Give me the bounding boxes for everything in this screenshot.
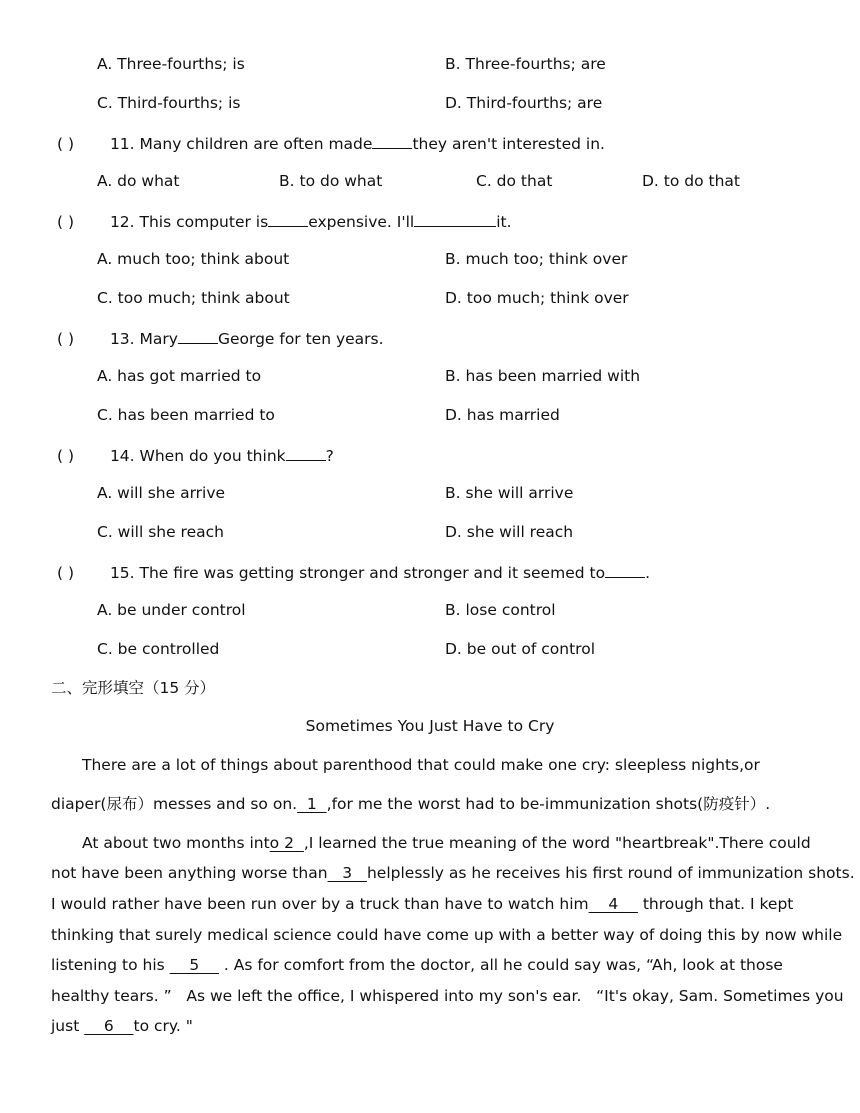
q12-option-d: D. too much; think over bbox=[445, 289, 629, 307]
q15-option-d: D. be out of control bbox=[445, 640, 595, 658]
q14-option-c: C. will she reach bbox=[97, 523, 224, 541]
q11-option-c: C. do that bbox=[476, 172, 553, 190]
passage-line bbox=[51, 894, 793, 914]
q14-option-a: A. will she arrive bbox=[97, 484, 226, 502]
question-stem: 12. This computer is bbox=[109, 213, 269, 231]
q11-option-b: B. to do what bbox=[279, 172, 383, 190]
answer-blank bbox=[286, 444, 326, 461]
q14-option-d: D. she will reach bbox=[445, 523, 574, 541]
q11-option-d: D. to do that bbox=[642, 172, 741, 190]
passage-line bbox=[51, 863, 855, 883]
question-stem: ? bbox=[325, 447, 334, 465]
passage-text: just bbox=[51, 1017, 85, 1035]
q15-option-a: A. be under control bbox=[97, 601, 246, 619]
q11-option-a: A. do what bbox=[97, 172, 180, 190]
question-stem: George for ten years. bbox=[217, 330, 384, 348]
passage-text: to cry. " bbox=[133, 1017, 193, 1035]
passage-line: thinking that surely medical science could have come up with a better way of doing this by now while bbox=[51, 926, 843, 944]
answer-blank bbox=[268, 210, 308, 227]
q15-option-b: B. lose control bbox=[445, 601, 556, 619]
passage-text: diaper(尿布）messes and so on. bbox=[51, 795, 298, 813]
question-11 bbox=[57, 132, 605, 154]
answer-paren: ( ) bbox=[57, 447, 75, 465]
question-12 bbox=[57, 210, 512, 232]
passage-text: ,I learned the true meaning of the word "heartbreak".There could bbox=[303, 834, 811, 852]
passage-text: At about two months int bbox=[82, 834, 270, 852]
q13-option-a: A. has got married to bbox=[97, 367, 262, 385]
question-13 bbox=[57, 327, 384, 349]
q13-option-d: D. has married bbox=[445, 406, 560, 424]
question-stem: 14. When do you think bbox=[109, 447, 286, 465]
cloze-blank-3: 3 bbox=[327, 864, 367, 882]
passage-text: helplessly as he receives his first round of immunization shots. bbox=[366, 864, 855, 882]
passage-title: Sometimes You Just Have to Cry bbox=[305, 717, 555, 735]
passage-text: through that. I kept bbox=[637, 895, 794, 913]
question-15 bbox=[57, 561, 650, 583]
cloze-blank-4: 4 bbox=[588, 895, 638, 913]
cloze-blank-2: o 2 bbox=[269, 834, 304, 852]
question-stem: 13. Mary bbox=[109, 330, 178, 348]
answer-paren: ( ) bbox=[57, 213, 75, 231]
q10-option-a: A. Three-fourths; is bbox=[97, 55, 245, 73]
q15-option-c: C. be controlled bbox=[97, 640, 220, 658]
passage-text: ,for me the worst had to be-immunization shots(防疫针）. bbox=[326, 795, 771, 813]
passage-line bbox=[82, 833, 811, 853]
answer-blank bbox=[414, 210, 496, 227]
q13-option-c: C. has been married to bbox=[97, 406, 275, 424]
passage-text: listening to his bbox=[51, 956, 170, 974]
passage-line bbox=[51, 794, 770, 814]
q13-option-b: B. has been married with bbox=[445, 367, 641, 385]
cloze-blank-1: 1 bbox=[297, 795, 327, 813]
passage-text: . As for comfort from the doctor, all he could say was, “Ah, look at those bbox=[218, 956, 783, 974]
q12-option-a: A. much too; think about bbox=[97, 250, 290, 268]
question-stem: expensive. I'll bbox=[308, 213, 415, 231]
passage-line: There are a lot of things about parenthood that could make one cry: sleepless nights,or bbox=[82, 756, 760, 774]
passage-text: I would rather have been run over by a truck than have to watch him bbox=[51, 895, 589, 913]
q14-option-b: B. she will arrive bbox=[445, 484, 574, 502]
q12-option-c: C. too much; think about bbox=[97, 289, 290, 307]
passage-text: not have been anything worse than bbox=[51, 864, 328, 882]
answer-blank bbox=[178, 327, 218, 344]
section-heading: 二、完形填空（15 分） bbox=[51, 679, 216, 697]
q12-option-b: B. much too; think over bbox=[445, 250, 628, 268]
answer-paren: ( ) bbox=[57, 330, 75, 348]
cloze-blank-6: 6 bbox=[84, 1017, 134, 1035]
passage-line bbox=[51, 1016, 193, 1036]
answer-paren: ( ) bbox=[57, 564, 75, 582]
question-stem: . bbox=[645, 564, 650, 582]
answer-blank bbox=[605, 561, 645, 578]
passage-line: healthy tears. ” As we left the office, I whispered into my son's ear. “It's okay, Sam. Sometimes you bbox=[51, 987, 844, 1005]
cloze-blank-5: 5 bbox=[169, 956, 219, 974]
q10-option-d: D. Third-fourths; are bbox=[445, 94, 603, 112]
q10-option-b: B. Three-fourths; are bbox=[445, 55, 606, 73]
q10-option-c: C. Third-fourths; is bbox=[97, 94, 241, 112]
question-stem: 11. Many children are often made bbox=[109, 135, 373, 153]
answer-blank bbox=[372, 132, 412, 149]
question-stem: 15. The fire was getting stronger and stronger and it seemed to bbox=[109, 564, 606, 582]
passage-line bbox=[51, 955, 783, 975]
question-stem: it. bbox=[496, 213, 512, 231]
question-14 bbox=[57, 444, 334, 466]
question-stem: they aren't interested in. bbox=[412, 135, 605, 153]
answer-paren: ( ) bbox=[57, 135, 75, 153]
